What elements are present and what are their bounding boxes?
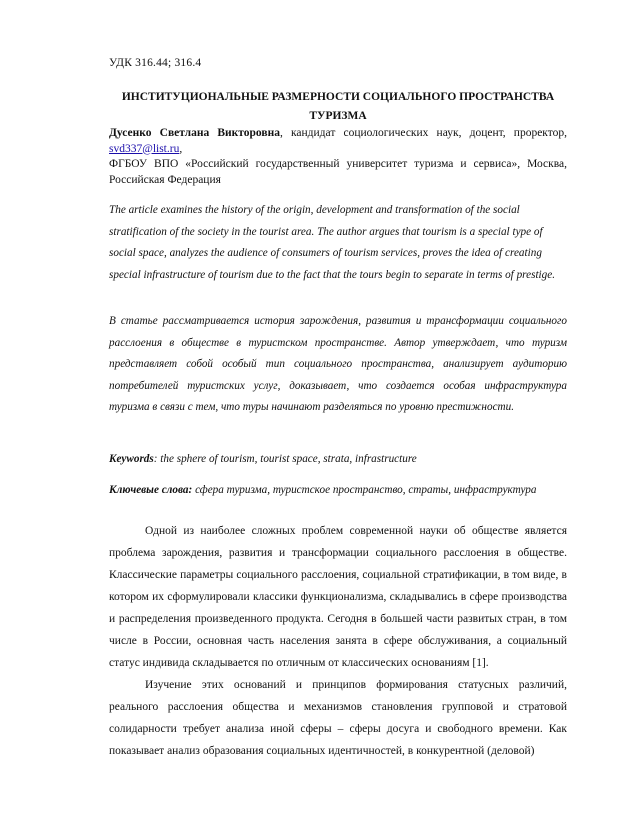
body-paragraph: Одной из наиболее сложных проблем современной науки об обществе является проблема зарождения, развития и трансформации социального расслоения в обществе. Классические параметры социального расслоения, социальной стратификации, в том виде, в котором их сформулировали классики функционализма, складывались в сфере производства и распределения произведенного продукта. Сегодня в большей части развитых стран, в том числе в России, основная часть населения занята в сфере обслуживания, а социальный статус индивида складывается по отличным от классических основаниям [1]. (109, 525, 567, 669)
udk-code: УДК 316.44; 316.4 (109, 57, 202, 69)
keywords-russian-label: Ключевые слова: (109, 484, 193, 496)
abstract-english: The article examines the history of the origin, development and transformation of the social stratification of the society in the tourist area. The author argues that tourism is a special type of social space, analyzes the audience of consumers of tourism services, proves the idea of creating special infrastructure of tourism due to the fact that the tours begin to separate in terms of prestige. (109, 204, 556, 281)
abstract-russian: В статье рассматривается история зарождения, развития и трансформации социального расслоения в обществе в туристском пространстве. Автор утверждает, что туризм представляет собой особый тип социального пространства, анализирует аудиторию потребителей туристских услуг, доказывает, что создается особая инфраструктура туризма в связи с тем, что туры начинают разделяться по уровню престижности. (109, 315, 567, 413)
paper-title: ИНСТИТУЦИОНАЛЬНЫЕ РАЗМЕРНОСТИ СОЦИАЛЬНОГО ПРОСТРАНСТВА ТУРИЗМА (121, 91, 555, 122)
body-text (109, 520, 567, 762)
author-email-suffix: , (179, 142, 183, 155)
keywords-russian (109, 484, 579, 496)
author-email-link[interactable]: svd337@list.ru (109, 142, 180, 155)
author-position: , кандидат социологических наук, доцент, проректор, (279, 127, 567, 139)
keywords-english-text: : the sphere of tourism, tourist space, strata, infrastructure (153, 453, 417, 465)
keywords-english (109, 453, 567, 465)
keywords-english-label: Keywords (109, 453, 154, 465)
keywords-russian-text: сфера туризма, туристское пространство, страты, инфраструктура (192, 484, 537, 496)
author-affiliation: ФГБОУ ВПО «Российский государственный университет туризма и сервиса», Москва, Российская Федерация (109, 158, 567, 186)
author-block (109, 126, 567, 188)
author-name: Дусенко Светлана Викторовна (109, 127, 280, 139)
body-paragraph: Изучение этих оснований и принципов формирования статусных различий, реального расслоения общества и механизмов становления групповой и стратовой солидарности требует анализа иной сферы – сферы досуга и свободного времени. Как показывает анализ образования социальных идентичностей, в конкурентной (деловой) (109, 679, 567, 757)
